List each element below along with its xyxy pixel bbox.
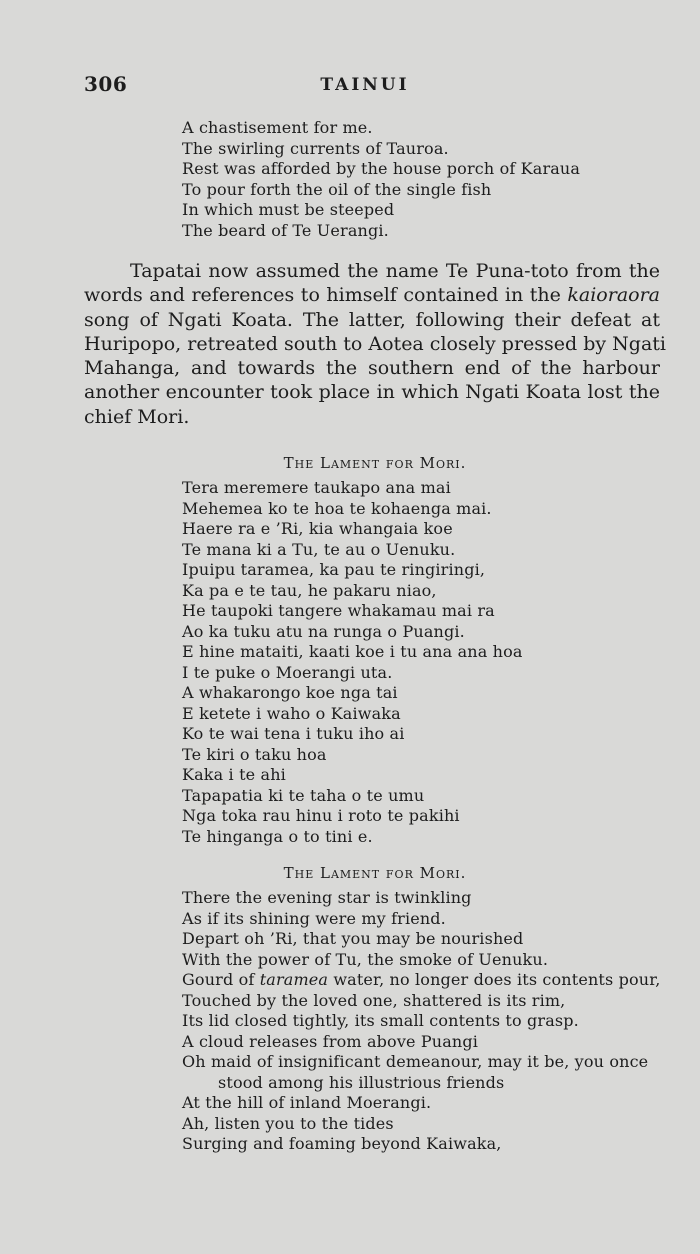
prose-line: song of Ngati Koata. The latter, following their defeat at [84, 308, 660, 331]
verse-line: Nga toka rau hinu i roto te pakihi [182, 806, 460, 825]
verse-line: Ko te wai tena i tuku iho ai [182, 724, 405, 743]
verse-line: E hine mataiti, kaati koe i tu ana ana hoa [182, 642, 523, 661]
verse-line: The beard of Te Uerangi. [182, 220, 389, 240]
verse-line-text: Gourd of [182, 970, 260, 989]
prose-line-text: words and references to himself contained in the [84, 284, 568, 307]
verse-line: In which must be steeped [182, 200, 395, 219]
prose-line: Huripopo, retreated south to Aotea closely pressed by Ngati [84, 332, 667, 355]
prose-paragraph [84, 259, 667, 429]
verse-line: I te puke o Moerangi uta. [182, 662, 393, 682]
verse-line: The swirling currents of Tauroa. [182, 138, 449, 158]
verse-line-text: water, no longer does its contents pour, [328, 970, 661, 989]
english-lament-verse [182, 888, 661, 1155]
verse-line: A whakarongo koe nga tai [182, 683, 398, 702]
prose-line: Tapatai now assumed the name Te Puna-toto from the [130, 260, 660, 282]
verse-line: Oh maid of insignificant demeanour, may it be, you once [182, 1052, 649, 1071]
intro-verse [182, 118, 580, 241]
prose-line: chief Mori. [84, 405, 190, 428]
verse-line: A chastisement for me. [182, 118, 373, 137]
verse-line: Ah, listen you to the tides [182, 1113, 394, 1133]
verse-line: As if its shining were my friend. [182, 908, 446, 928]
verse-line: stood among his illustrious friends [218, 1072, 505, 1092]
english-lament-title: The Lament for Mori. [283, 864, 467, 882]
verse-line: A cloud releases from above Puangi [182, 1031, 479, 1051]
verse-line: Te mana ki a Tu, te au o Uenuku. [182, 539, 456, 559]
prose-line: Mahanga, and towards the southern end of the harbour [84, 357, 660, 380]
verse-line: Tera meremere taukapo ana mai [182, 478, 451, 497]
verse-line: Te kiri o taku hoa [182, 744, 327, 764]
verse-line: He taupoki tangere whakamau mai ra [182, 601, 495, 620]
verse-line [182, 970, 661, 991]
verse-line: Kaka i te ahi [182, 765, 286, 784]
verse-line: E ketete i waho o Kaiwaka [182, 703, 401, 723]
verse-line: To pour forth the oil of the single fish [182, 179, 492, 199]
italic-term: kaioraora [567, 284, 660, 307]
verse-line: Haere ra e ’Ri, kia whangaia koe [182, 519, 453, 538]
verse-line: Touched by the loved one, shattered is its rim, [182, 990, 566, 1010]
prose-line [84, 283, 660, 307]
verse-line: Ipuipu taramea, ka pau te ringiringi, [182, 560, 486, 579]
verse-line: Mehemea ko te hoa te kohaenga mai. [182, 498, 492, 518]
verse-line: Rest was afforded by the house porch of Karaua [182, 159, 581, 178]
verse-line: There the evening star is twinkling [182, 888, 472, 907]
maori-lament-verse [182, 478, 523, 847]
italic-term: taramea [259, 970, 329, 989]
verse-line: Te hinganga o to tini e. [182, 826, 373, 846]
prose-line: another encounter took place in which Ngati Koata lost the [84, 381, 660, 404]
maori-lament-title: The Lament for Mori. [283, 454, 467, 472]
verse-line: At the hill of inland Moerangi. [182, 1093, 432, 1112]
verse-line: With the power of Tu, the smoke of Uenuku. [182, 949, 549, 969]
verse-line: Tapapatia ki te taha o te umu [182, 785, 425, 805]
verse-line: Ka pa e te tau, he pakaru niao, [182, 580, 437, 600]
verse-line: Depart oh ’Ri, that you may be nourished [182, 929, 524, 948]
verse-line: Its lid closed tightly, its small contents to grasp. [182, 1011, 579, 1030]
verse-line: Ao ka tuku atu na runga o Puangi. [182, 621, 465, 641]
running-title: TAINUI [320, 75, 410, 95]
verse-line: Surging and foaming beyond Kaiwaka, [182, 1134, 502, 1153]
page-number: 306 [84, 72, 128, 96]
